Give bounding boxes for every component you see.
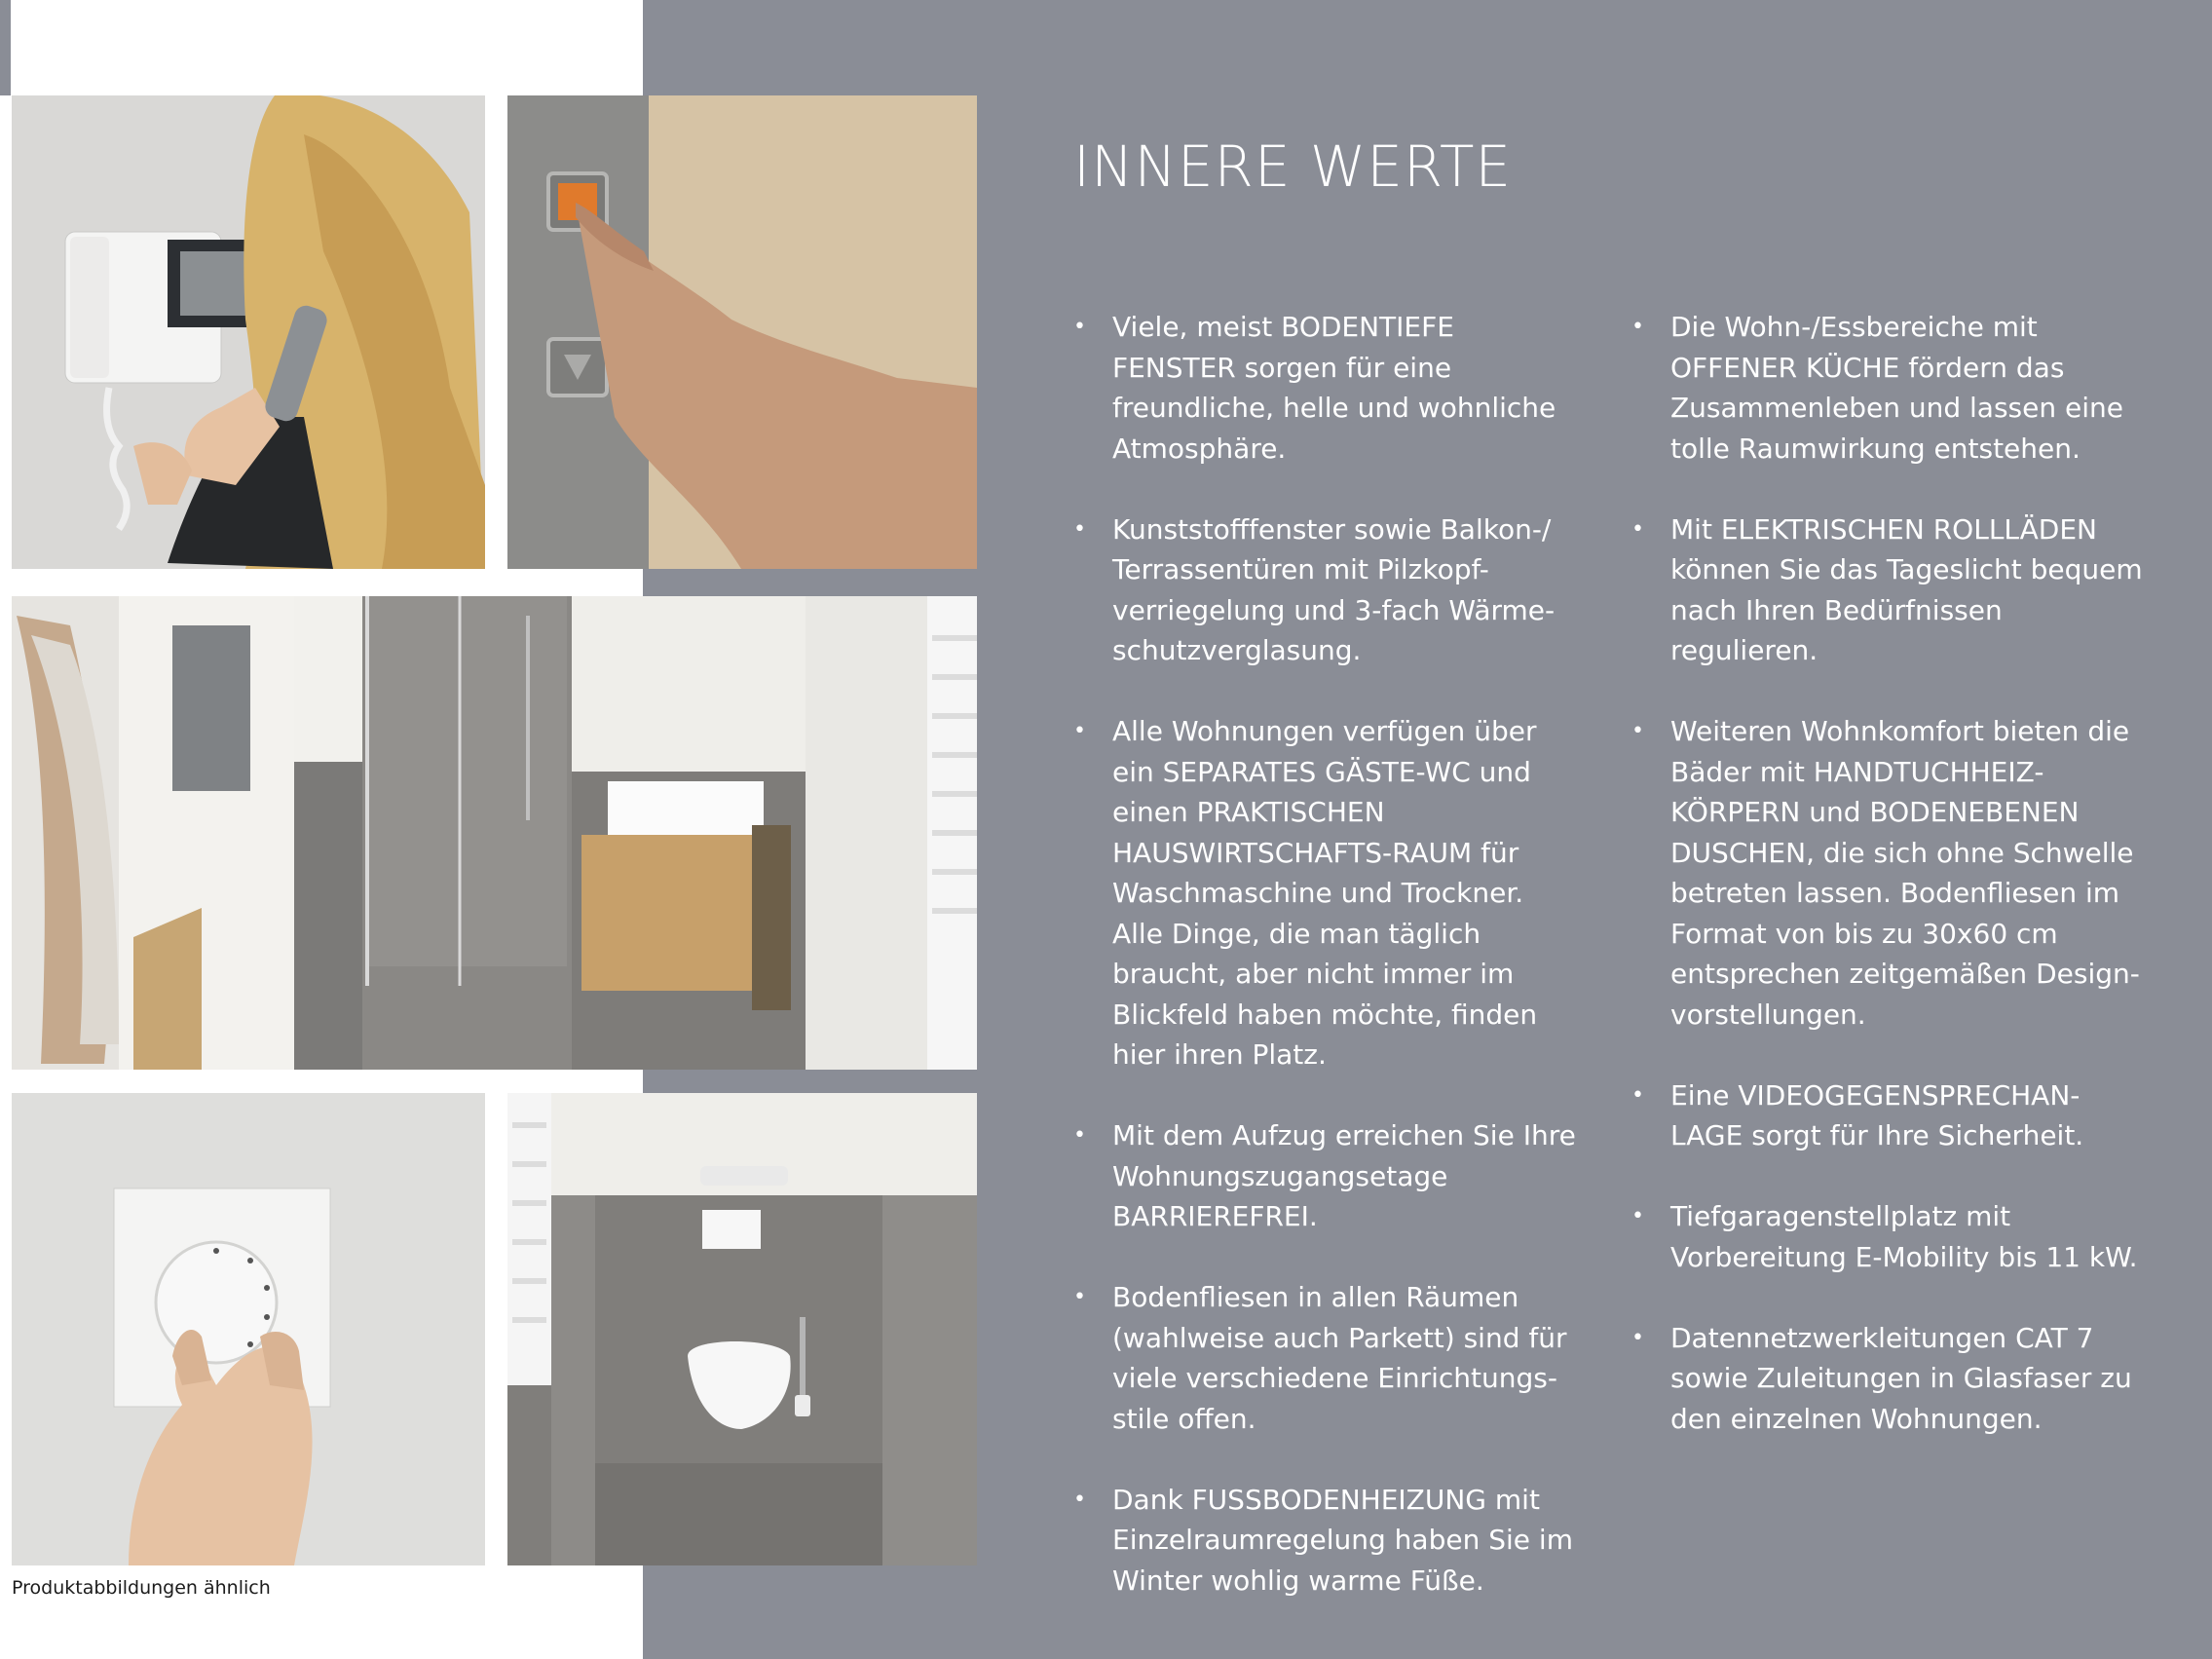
features-list-left [1073,307,1580,1641]
list-item: • Weiteren Wohnkomfort bieten die Bäder mit HANDTUCHHEIZ-KÖRPERN und BODENEBENEN DUSCHEN, die sich ohne Schwelle betreten lassen. Bodenfliesen im Format von bis zu 30x60 cm entsprechen zeitgemäßen Design-vorstellungen. [1631,711,2148,1035]
list-item: • Dank FUSSBODENHEIZUNG mit Einzelraumregelung haben Sie im Winter wohlig warme Füße. [1073,1480,1580,1602]
list-item: • Die Wohn-/Essbereiche mit OFFENER KÜCHE fördern das Zusammenleben und lassen eine tolle Raumwirkung entstehen. [1631,307,2148,469]
image-caption: Produktabbildungen ähnlich [12,1577,271,1599]
list-item: • Tiefgaragenstellplatz mit Vorbereitung E-Mobility bis 11 kW. [1631,1196,2148,1277]
thermostat-photo [12,1093,485,1565]
list-item: • Mit dem Aufzug erreichen Sie Ihre Wohnungszugangsetage BARRIEREFREI. [1073,1115,1580,1237]
list-item: • Bodenfliesen in allen Räumen (wahlweise auch Parkett) sind für viele verschiedene Einrichtungs-stile offen. [1073,1277,1580,1439]
list-item: • Eine VIDEOGEGENSPRECHAN-LAGE sorgt für Ihre Sicherheit. [1631,1075,2148,1156]
list-item: • Kunststofffenster sowie Balkon-/ Terrassentüren mit Pilzkopf-verriegelung und 3-fach Wärme-schutzverglasung. [1073,509,1580,671]
intercom-photo [12,95,485,569]
bathroom-photo [12,596,977,1070]
features-list-right [1631,307,2148,1480]
guest-wc-photo [507,1093,977,1565]
page-title: INNERE WERTE [1073,133,1513,200]
elevator-button-photo [507,95,977,569]
list-item: • Alle Wohnungen verfügen über ein SEPARATES GÄSTE-WC und einen PRAKTISCHEN HAUSWIRTSCHAFTS-RAUM für Waschmaschine und Trockner. Alle Dinge, die man täglich braucht, aber nicht immer im Blickfeld haben möchte, finden hier ihren Platz. [1073,711,1580,1075]
list-item: • Mit ELEKTRISCHEN ROLLLÄDEN können Sie das Tageslicht bequem nach Ihren Bedürfnissen regulieren. [1631,509,2148,671]
page-edge-strip [0,0,11,95]
list-item: • Datennetzwerkleitungen CAT 7 sowie Zuleitungen in Glasfaser zu den einzelnen Wohnungen. [1631,1318,2148,1440]
list-item: • Viele, meist BODENTIEFE FENSTER sorgen für eine freundliche, helle und wohnliche Atmosphäre. [1073,307,1580,469]
